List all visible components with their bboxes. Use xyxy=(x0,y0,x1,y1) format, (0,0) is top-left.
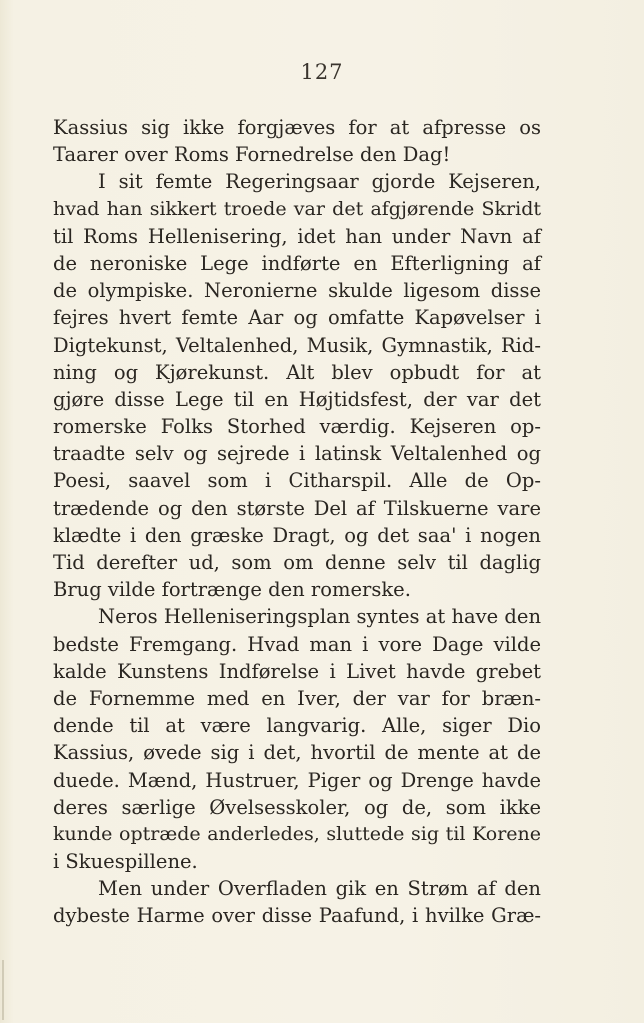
text-line: traadte selv og sejrede i latinsk Veltalenhed og xyxy=(53,442,541,466)
page-edge-mark xyxy=(2,960,4,1020)
text-line: Kassius sig ikke forgjæves for at afpresse os xyxy=(53,116,541,139)
text-line: Tid derefter ud, som om denne selv til daglig xyxy=(53,551,541,574)
text-line: dybeste Harme over disse Paafund, i hvilke Græ- xyxy=(53,904,541,928)
text-line: deres særlige Øvelsesskoler, og de, som ikke xyxy=(53,795,541,819)
page-number: 127 xyxy=(300,60,344,84)
text-line: dende til at være langvarig. Alle, siger Dio xyxy=(53,714,541,738)
text-line: Kassius, øvede sig i det, hvortil de mente at de xyxy=(53,741,541,765)
text-line: de Fornemme med en Iver, der var for bræn- xyxy=(53,686,541,710)
text-line: til Roms Hellenisering, idet han under Navn af xyxy=(53,224,541,248)
text-line: fejres hvert femte Aar og omfatte Kapøvelser i xyxy=(53,306,541,330)
text-line: ning og Kjørekunst. Alt blev opbudt for at xyxy=(53,360,541,384)
text-line: duede. Mænd, Hustruer, Piger og Drenge havde xyxy=(53,768,541,792)
text-line: Poesi, saavel som i Citharspil. Alle de Op- xyxy=(53,469,541,493)
text-line: hvad han sikkert troede var det afgjørende Skridt xyxy=(53,197,541,220)
text-line: I sit femte Regeringsaar gjorde Kejseren, xyxy=(98,170,541,194)
text-line: klædte i den græske Dragt, og det saa' i nogen xyxy=(53,523,541,547)
body-text xyxy=(53,114,541,930)
text-line: kalde Kunstens Indførelse i Livet havde grebet xyxy=(53,659,541,683)
text-line: de olympiske. Neronierne skulde ligesom disse xyxy=(53,279,541,303)
text-line: Taarer over Roms Fornedrelse den Dag! xyxy=(53,143,451,167)
text-line: bedste Fremgang. Hvad man i vore Dage vilde xyxy=(53,632,541,656)
text-line: Neros Helleniseringsplan syntes at have den xyxy=(98,605,541,629)
text-line: kunde optræde anderledes, sluttede sig til Korene xyxy=(53,822,541,845)
text-line: de neroniske Lege indførte en Efterligning af xyxy=(53,251,541,275)
text-line: Brug vilde fortrænge den romerske. xyxy=(53,578,411,602)
text-line: Men under Overfladen gik en Strøm af den xyxy=(98,877,541,901)
text-line: romerske Folks Storhed værdig. Kejseren op- xyxy=(53,415,541,439)
text-line: gjøre disse Lege til en Højtidsfest, der var det xyxy=(53,387,541,411)
text-line: Digtekunst, Veltalenhed, Musik, Gymnastik, Rid- xyxy=(53,333,541,357)
text-line: i Skuespillene. xyxy=(53,850,198,874)
text-line: trædende og den største Del af Tilskuerne vare xyxy=(53,496,541,520)
